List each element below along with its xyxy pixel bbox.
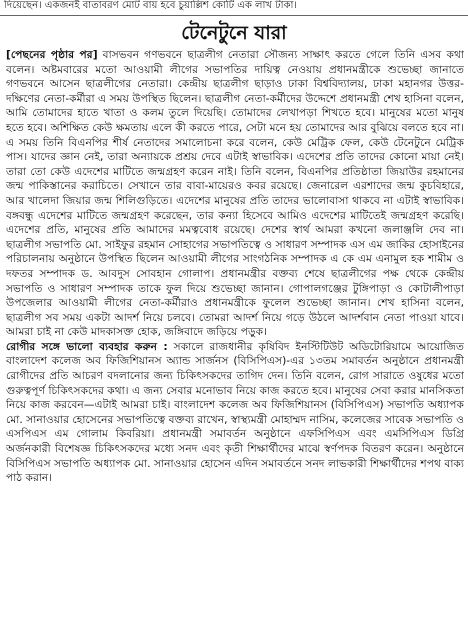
column-divider: [0, 15, 468, 16]
paragraph-1-text: বাসভবন গণভবনে ছাত্রলীগ নেতারা সৌজন্য সাক্ষাৎ করতে গেলে তিনি এসব কথা বলেন। অষ্টমবারের মতো আওয়ামী লীগের সভাপতির দায়িত্ব নেওয়ায় প্রধানমন্ত্রীকে শুভেচ্ছা জানাতে গণভবনে আসেন ছাত্রলীগের নেতারা। কেন্দ্রীয় ছাত্রলীগ ছাড়াও ঢাকা বিশ্ববিদ্যালয়, ঢাকা মহানগর উত্তর-দক্ষিণের নেতা-কর্মীরা এ সময় উপস্থিত ছিলেন। ছাত্রলীগ নেতা-কর্মীদের উদ্দেশে প্রধানমন্ত্রী শেখ হাসিনা বলেন, আমি তোমাদের হাতে খাতা ও কলম তুলে দিয়েছি। তোমাদের লেখাপড়া শিখতে হবে। মানুষের মতো মানুষ হতে হবে। অশিক্ষিত কেউ ক্ষমতায় এলে কী করতে পারে, সেটা মনে হয় তোমাদের আর বুঝিয়ে বলতে হবে না। এ সময় তিনি বিএনপির শীর্ষ নেতাদের সমালোচনা করে বলেন, কেউ মেট্রিক ফেল, কেউ টেনেটুনে মেট্রিক পাস। যাদের জ্ঞান নেই, তারা অন্যায়কে প্রশ্রয় দেবে এটাই স্বাভাবিক। এদেশের প্রতি তাদের কোনো মায়া নেই। তারা তো কেউ এদেশের মাটিতে জন্মগ্রহণ করেন নাই। তিনি বলেন, বিএনপির প্রতিষ্ঠাতা জিয়াউর রহমানের জন্ম পাকিস্তানের করাচিতে। সেখানে তার বাবা-মায়েরও কবর রয়েছে। জেনারেল এরশাদের জন্ম কুচবিহারে, আর খালেদা জিয়ার জন্ম শিলিগুড়িতে। এদেশের মানুষের প্রতি তাদের ভালোবাসা থাকবে না এটাই স্বাভাবিক। বঙ্গবন্ধু এদেশের মাটিতে জন্মগ্রহণ করেছেন, তার কন্যা হিসেবে আমিও এদেশের মাটিতেই জন্মগ্রহণ করেছি। এদেশের প্রতি, মানুষের প্রতি আমাদের মমত্ববোধ রয়েছে। দেশের স্বার্থ আমরা কখনো জলাঞ্জলি দেব না। ছাত্রলীগ সভাপতি মো. সাইফুর রহমান সোহাগের সভাপতিত্বে ও সাধারণ সম্পাদক এস এম জাকির হোসাইনের পরিচালনায় অনুষ্ঠানে উপস্থিত ছিলেন আওয়ামী লীগের সাংগঠনিক সম্পাদক এ কে এম এনামুল হক শামীম ও দফতর সম্পাদক ড. আবদুস সোবহান গোলাপ। প্রধানমন্ত্রীর বক্তব্য শেষে ছাত্রলীগের পক্ষ থেকে কেন্দ্রীয় সভাপতি ও সাধারণ সম্পাদক তাকে ফুল দিয়ে শুভেচ্ছা জানান। গোপালগঞ্জের টুঙ্গিপাড়া ও কোটালীপাড়া উপজেলার আওয়ামী লীগের নেতা-কর্মীরাও প্রধানমন্ত্রীকে ফুলেল শুভেচ্ছা জানান। শেখ হাসিনা বলেন, ছাত্রলীগ সব সময় একটা আদর্শ নিয়ে চলবে। তোমরা আদর্শ নিয়ে গড়ে উঠলে আদর্শবান নেতা পাওয়া যাবে। আমরা চাই না কেউ মাদকাসক্ত হোক, জঙ্গিবাদে জড়িয়ে পড়ুক।: [6, 48, 464, 339]
article-headline: টেনেটুনে যারা: [181, 22, 287, 44]
paragraph-2-text: সকালে রাজধানীর কৃষিবিদ ইনস্টিটিউট অডিটোরিয়ামে আয়োজিত বাংলাদেশ কলেজ অব ফিজিশিয়ানস অ্যান্ড সার্জনস (বিসিপিএস)-এর ১৩তম সমাবর্তন অনুষ্ঠানে প্রধানমন্ত্রী রোগীদের প্রতি আচরণ বদলানোর জন্য চিকিৎসকদের তাগিদ দেন। তিনি বলেন, রোগ সারাতে ওষুধের মতো গুরুত্বপূর্ণ চিকিৎসকদের কথা। এ জন্য সেবার মনোভাব নিয়ে কাজ করতে হবে। মানুষের সেবা করার মানসিকতা নিয়ে কাজ করবেন—এটাই আমরা চাই। বাংলাদেশ কলেজ অব ফিজিশিয়ানস (বিসিপিএস) সভাপতি অধ্যাপক মো. সানাওয়ার হোসেনের সভাপতিত্বে বক্তব্য রাখেন, স্বাস্থ্যমন্ত্রী মোহাম্মদ নাসিম, কলেজের সাবেক সভাপতি ও এসপিএস এম গোলাম কিবরিয়া। প্রধানমন্ত্রী সমাবর্তন অনুষ্ঠানে এফসিপিএস এবং এমসিপিএস ডিগ্রি অর্জনকারী বিশেষজ্ঞ চিকিৎসকদের মধ্যে সনদ এবং কৃতী শিক্ষার্থীদের মাঝে স্বর্ণপদক বিতরণ করেন। অনুষ্ঠানে বিসিপিএস সভাপতি অধ্যাপক মো. সানাওয়ার হোসেন এদিন সমাবর্তনে সনদ লাভকারী শিক্ষার্থীদের শপথ বাক্য পাঠ করান।: [6, 339, 464, 485]
subheading: রোগীর সঙ্গে ভালো ব্যবহার করুন :: [6, 339, 168, 353]
paragraph-1: [6, 48, 464, 340]
continuation-marker: [পেছনের পৃষ্ঠার পর]: [6, 48, 98, 61]
previous-article-tail: দিয়েছেন। একজনই বাতাবরণ মোট বায় হবে চুয়াল্লিশ কোটি এক লাখ টাকা।: [4, 0, 297, 11]
article-body: [6, 48, 464, 640]
paragraph-2: [6, 340, 464, 486]
